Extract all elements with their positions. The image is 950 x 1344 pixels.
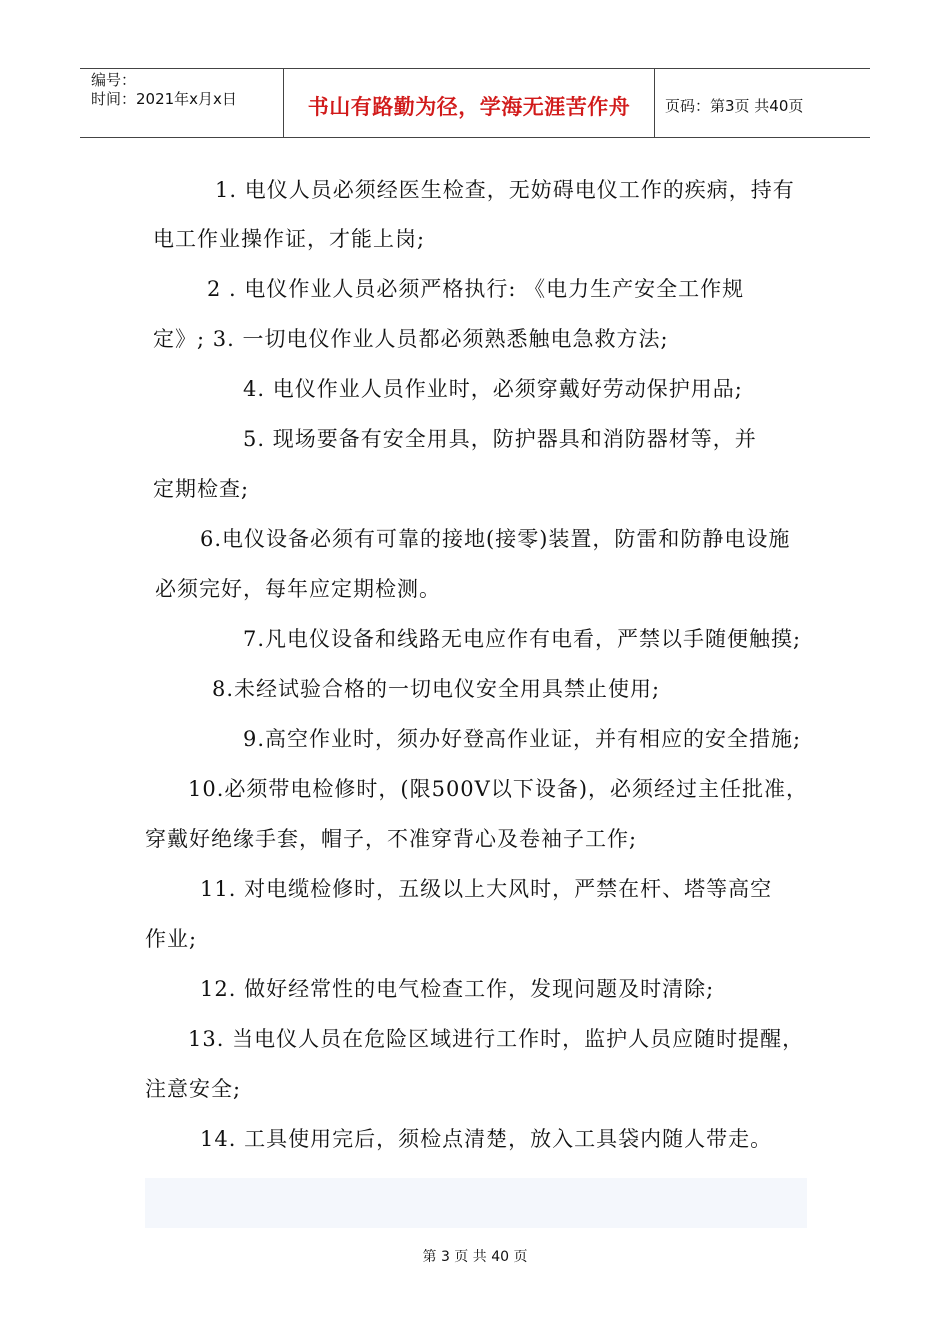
motto: 书山有路勤为径，学海无涯苦作舟 [307,95,631,119]
text-line: 注意安全; [145,1077,242,1101]
text-line: 9.高空作业时，须办好登高作业证，并有相应的安全措施; [243,727,802,751]
text-line: 7.凡电仪设备和线路无电应作有电看，严禁以手随便触摸; [243,627,802,651]
text-line: 5. 现场要备有安全用具，防护器具和消防器材等，并 [243,427,757,451]
header-meta [80,69,283,137]
text-line: 1. 电仪人员必须经医生检查，无妨碍电仪工作的疾病，持有 [215,178,795,202]
text-line: 10.必须带电检修时，(限500V以下设备)，必须经过主任批准， [188,777,809,801]
document-header [80,68,870,138]
text-line: 6.电仪设备必须有可靠的接地(接零)装置，防雷和防静电设施 [200,527,791,551]
text-line: 作业; [145,927,198,951]
text-line: 定》; 3. 一切电仪作业人员都必须熟悉触电急救方法; [153,327,669,351]
text-line: 必须完好，每年应定期检测。 [155,577,441,601]
header-page-number: 页码：第3页 共40页 [665,97,804,115]
text-line: 电工作业操作证，才能上岗; [153,227,426,251]
text-line: 4. 电仪作业人员作业时，必须穿戴好劳动保护用品; [243,377,743,401]
text-line: 2 . 电仪作业人员必须严格执行: 《电力生产安全工作规 [207,277,745,301]
text-line: 8.未经试验合格的一切电仪安全用具禁止使用; [212,677,661,701]
text-line: 14. 工具使用完后，须检点清楚，放入工具袋内随人带走。 [200,1127,773,1151]
page-footer: 第 3 页 共 40 页 [422,1249,528,1265]
text-line: 13. 当电仪人员在危险区域进行工作时，监护人员应随时提醒， [188,1027,805,1051]
document-number: 编号： [91,71,137,89]
document-date: 时间：2021年x月x日 [91,90,237,108]
text-line: 11. 对电缆检修时，五级以上大风时，严禁在杆、塔等高空 [200,877,773,901]
text-line: 12. 做好经常性的电气检查工作，发现问题及时清除; [200,977,715,1001]
text-line: 定期检查; [153,477,250,501]
header-motto-cell [283,69,655,137]
text-line: 穿戴好绝缘手套，帽子，不准穿背心及卷袖子工作; [145,827,638,851]
shaded-band [145,1178,807,1228]
